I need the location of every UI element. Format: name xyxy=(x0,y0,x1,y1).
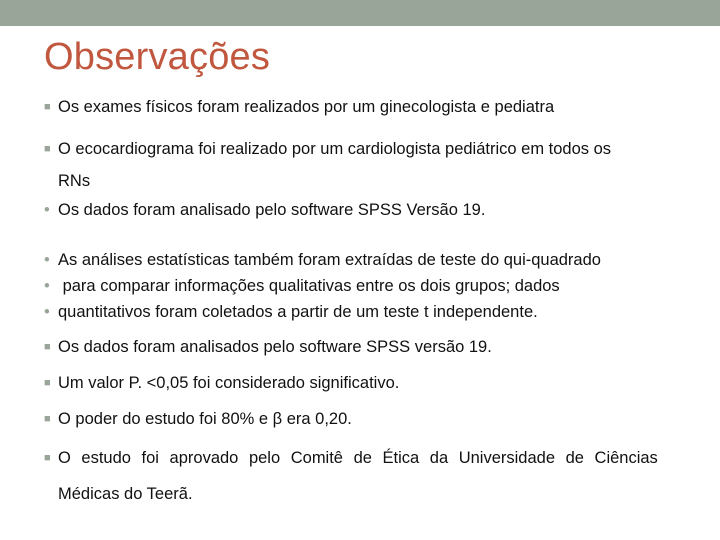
bullet-item: ■ Os exames físicos foram realizados por um ginecologista e pediatra xyxy=(44,98,555,116)
bullet-item: • para comparar informações qualitativas entre os dois grupos; dados xyxy=(44,277,560,295)
bullet-item: • quantitativos foram coletados a partir de um teste t independente. xyxy=(44,303,538,321)
square-bullet-icon: ■ xyxy=(44,452,51,464)
bullet-item: ■ O poder do estudo foi 80% e β era 0,20. xyxy=(44,410,352,428)
square-bullet-icon: ■ xyxy=(44,341,51,353)
bullet-continuation: Médicas do Teerã. xyxy=(58,485,193,503)
dot-bullet-icon: • xyxy=(44,303,50,321)
dot-bullet-icon: • xyxy=(44,277,50,295)
top-accent-bar xyxy=(0,0,720,26)
square-bullet-icon: ■ xyxy=(44,377,51,389)
dot-bullet-icon: • xyxy=(44,201,50,219)
bullet-item: ■ O estudo foi aprovado pelo Comitê de Ética da Universidade de Ciências xyxy=(44,449,658,467)
bullet-item: ■ O ecocardiograma foi realizado por um cardiologista pediátrico em todos os xyxy=(44,140,612,158)
bullet-item: ■ Os dados foram analisados pelo software SPSS versão 19. xyxy=(44,338,492,356)
slide-title: Observações xyxy=(44,36,271,78)
dot-bullet-icon: • xyxy=(44,251,50,269)
bullet-item: • Os dados foram analisado pelo software SPSS Versão 19. xyxy=(44,201,486,219)
bullet-continuation: RNs xyxy=(58,172,91,190)
square-bullet-icon: ■ xyxy=(44,143,51,155)
bullet-item: ■ Um valor P. <0,05 foi considerado significativo. xyxy=(44,374,400,392)
bullet-item: • As análises estatísticas também foram extraídas de teste do qui-quadrado xyxy=(44,251,601,269)
square-bullet-icon: ■ xyxy=(44,413,51,425)
square-bullet-icon: ■ xyxy=(44,101,51,113)
